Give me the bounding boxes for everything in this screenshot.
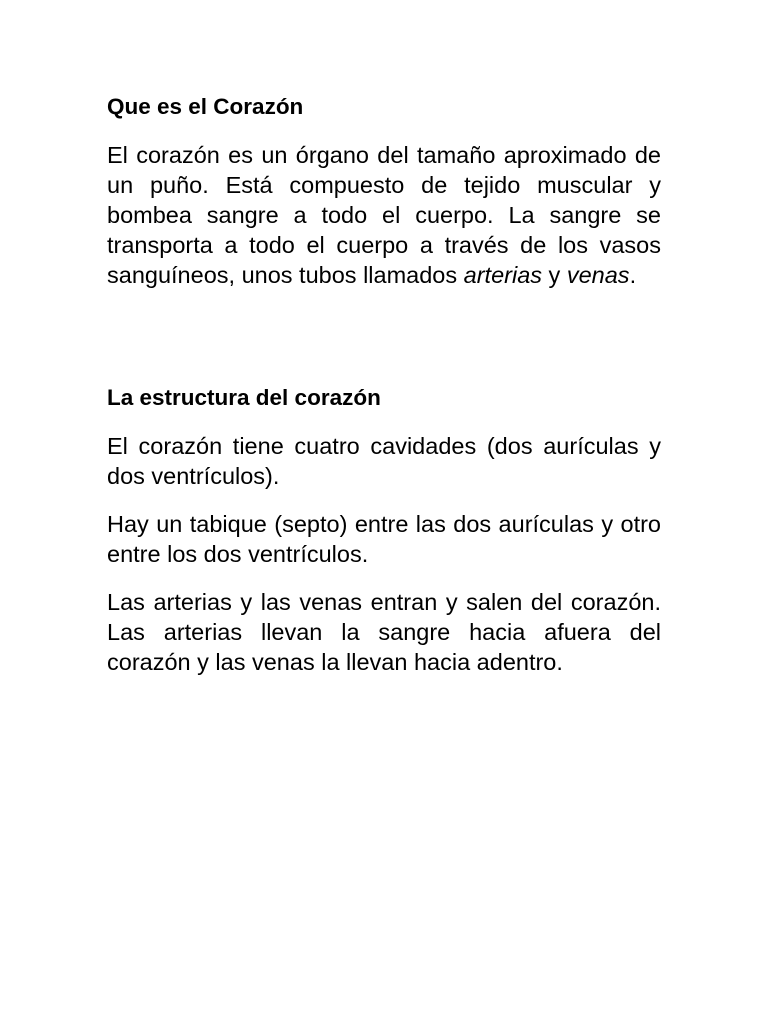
sentence-end: .: [629, 262, 637, 288]
paragraph-arterias-venas: Las arterias y las venas entran y salen del corazón. Las arterias llevan la sangre hacia afuera del corazón y las venas la llevan hacia adentro.: [107, 589, 661, 675]
paragraph-cavidades: El corazón tiene cuatro cavidades (dos aurículas y dos ventrículos).: [107, 433, 661, 489]
section-heading-estructura: La estructura del corazón: [107, 385, 381, 410]
term-venas: venas: [566, 262, 630, 288]
term-arterias: arterias: [463, 262, 543, 288]
paragraph-definition: [107, 140, 661, 290]
paragraph-tabique: Hay un tabique (septo) entre las dos aurículas y otro entre los dos ventrículos.: [107, 511, 661, 567]
paragraph-definition-text: El corazón es un órgano del tamaño aproximado de un puño. Está compuesto de tejido muscular y bombea sangre a todo el cuerpo. La sangre se transporta a todo el cuerpo a través de los vasos sanguíneos, unos tubos llamados: [107, 142, 661, 288]
connector-y: y: [542, 262, 567, 288]
section-heading-que-es-el-corazon: Que es el Corazón: [107, 94, 304, 119]
